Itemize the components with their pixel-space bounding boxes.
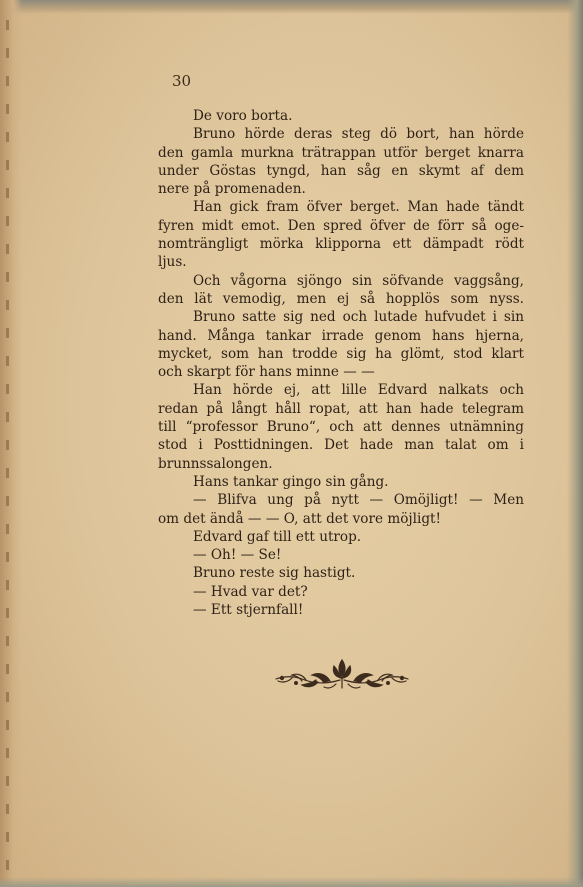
page-right-edge	[567, 0, 583, 887]
text-line: redan på långt håll ropat, att han hade telegram	[158, 400, 524, 417]
binding-stitches	[6, 20, 9, 870]
text-line: den gamla murkna trätrappan utför berget knarra	[158, 144, 524, 161]
text-line: Han gick fram öfver berget. Man hade tändt	[193, 199, 524, 216]
text-line: mycket, som han trodde sig ha glömt, stod klart	[158, 345, 524, 362]
text-line: Bruno satte sig ned och lutade hufvudet i sin	[193, 309, 524, 326]
text-line: Och vågorna sjöngo sin söfvande vaggsång,	[193, 272, 524, 289]
text-line: stod i Posttidningen. Det hade man talat om i	[158, 437, 524, 454]
text-line: om det ändå — — O, att det vore möjligt!	[158, 510, 441, 527]
text-line: under Göstas tyngd, han såg en skymt af dem	[158, 162, 524, 179]
text-line: nomträngligt mörka klipporna ett dämpadt rödt	[158, 236, 524, 253]
text-line: — Ett stjernfall!	[193, 602, 304, 619]
floral-vignette-icon	[272, 654, 412, 694]
body-text	[158, 107, 524, 619]
text-line: Edvard gaf till ett utrop.	[193, 528, 362, 545]
text-line: Han hörde ej, att lille Edvard nalkats och	[193, 382, 524, 399]
text-line: — Hvad var det?	[193, 583, 308, 600]
text-line: — Blifva ung på nytt — Omöjligt! — Men	[193, 492, 524, 509]
page-number: 30	[172, 72, 192, 90]
text-line: den lät vemodig, men ej så hopplös som nyss.	[158, 290, 524, 307]
text-line: De voro borta.	[193, 108, 293, 124]
text-line: Hans tankar gingo sin gång.	[193, 473, 389, 490]
text-line: — Oh! — Se!	[193, 547, 282, 564]
text-line: brunnssalongen.	[158, 455, 273, 472]
text-line: Bruno reste sig hastigt.	[193, 565, 356, 582]
text-line: nere på promenaden.	[158, 181, 306, 198]
text-line: till “professor Bruno“, och att dennes utnämning	[158, 419, 524, 436]
text-line: hand. Många tankar irrade genom hans hjerna,	[158, 327, 524, 344]
text-line: fyren midt emot. Den spred öfver de förr så oge-	[158, 217, 524, 234]
text-line: Bruno hörde deras steg dö bort, han hörde	[193, 126, 524, 143]
text-line: ljus.	[158, 254, 187, 271]
page-top-shadow	[0, 0, 583, 14]
page-bottom-edge	[0, 877, 583, 887]
text-line: och skarpt för hans minne — —	[158, 364, 375, 381]
page-binding-edge	[0, 0, 22, 887]
